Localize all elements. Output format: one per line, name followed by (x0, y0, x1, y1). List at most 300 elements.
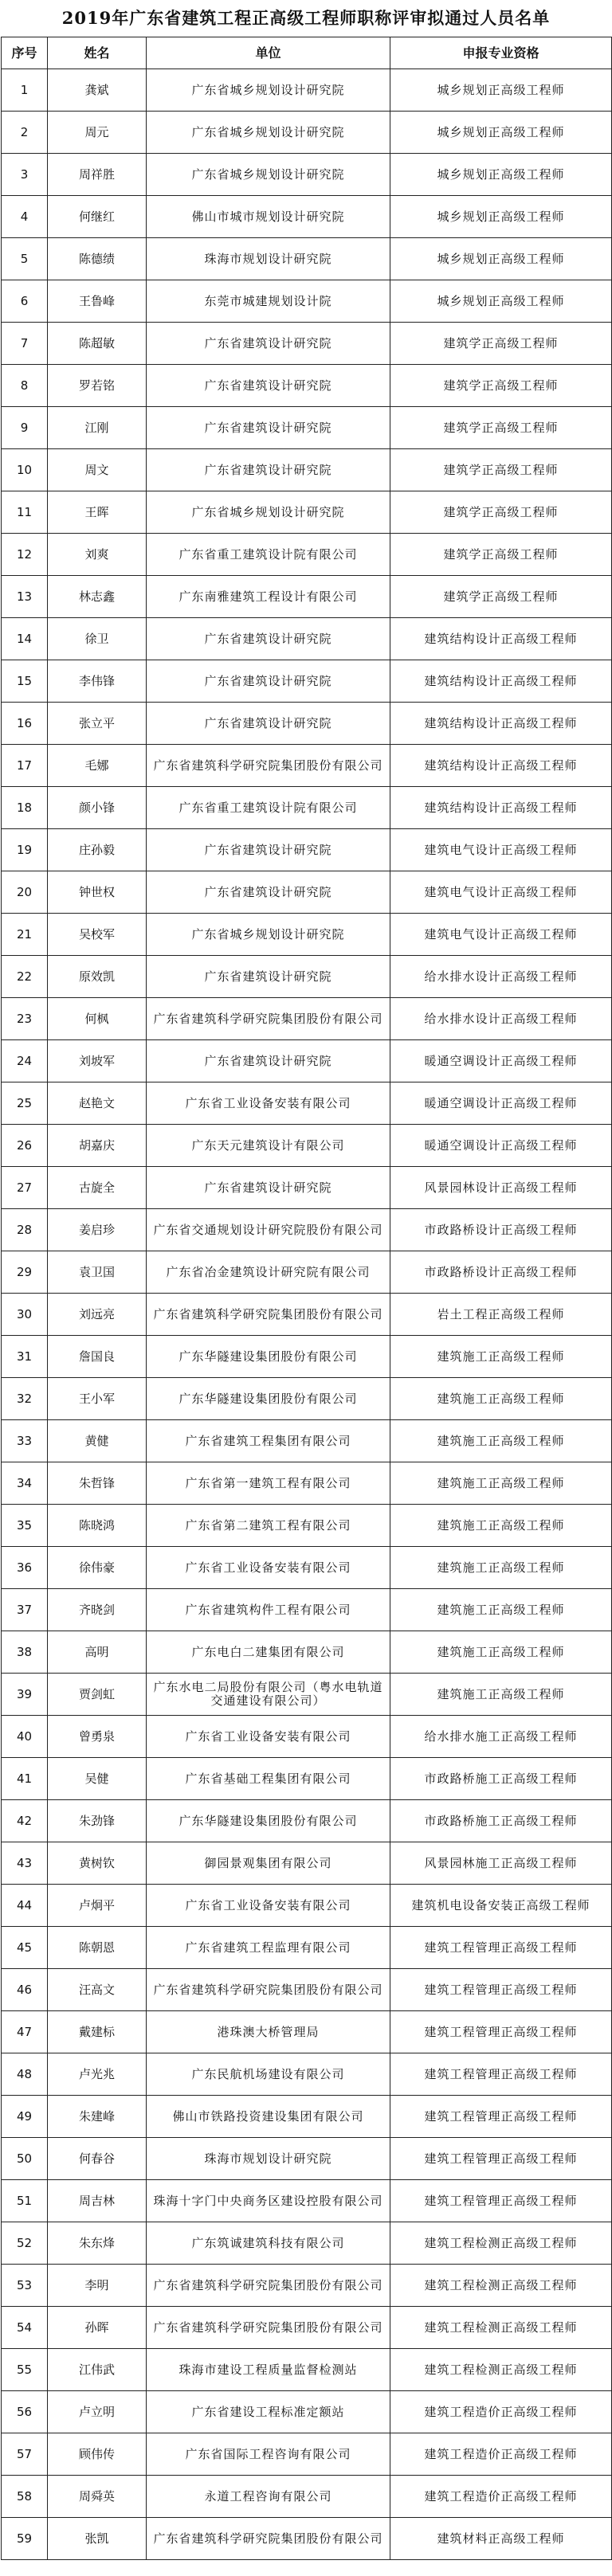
cell-name: 何枫 (48, 998, 147, 1040)
cell-unit: 广东省建筑构件工程有限公司 (147, 1589, 390, 1631)
cell-seq: 33 (2, 1420, 48, 1462)
cell-seq: 40 (2, 1716, 48, 1758)
cell-name: 王小军 (48, 1378, 147, 1420)
table-row (2, 2307, 612, 2349)
cell-qualification: 建筑学正高级工程师 (390, 576, 612, 618)
cell-name: 何继红 (48, 196, 147, 238)
cell-qualification: 建筑施工正高级工程师 (390, 1378, 612, 1420)
cell-name: 罗若铭 (48, 365, 147, 407)
cell-seq: 43 (2, 1842, 48, 1885)
cell-name: 周元 (48, 112, 147, 154)
table-row (2, 703, 612, 745)
cell-unit: 广东省建筑设计研究院 (147, 365, 390, 407)
cell-name: 戴建标 (48, 2011, 147, 2053)
table-row (2, 1167, 612, 1209)
cell-name: 周舜英 (48, 2476, 147, 2518)
cell-unit: 广东省城乡规划设计研究院 (147, 914, 390, 956)
table-row (2, 871, 612, 914)
cell-seq: 48 (2, 2053, 48, 2096)
table-row (2, 2265, 612, 2307)
cell-seq: 46 (2, 1969, 48, 2011)
table-row (2, 2053, 612, 2096)
cell-unit: 珠海市规划设计研究院 (147, 238, 390, 280)
cell-unit: 广东省重工建筑设计院有限公司 (147, 534, 390, 576)
cell-unit: 广东省建筑设计研究院 (147, 323, 390, 365)
cell-seq: 7 (2, 323, 48, 365)
cell-seq: 21 (2, 914, 48, 956)
cell-seq: 29 (2, 1251, 48, 1294)
table-row (2, 280, 612, 323)
cell-qualification: 建筑施工正高级工程师 (390, 1336, 612, 1378)
cell-unit: 广东省建筑工程监理有限公司 (147, 1927, 390, 1969)
cell-qualification: 建筑工程管理正高级工程师 (390, 2180, 612, 2222)
cell-seq: 12 (2, 534, 48, 576)
cell-unit: 广东省建筑设计研究院 (147, 829, 390, 871)
cell-qualification: 建筑材料正高级工程师 (390, 2518, 612, 2560)
cell-unit: 广东省建筑科学研究院集团股份有限公司 (147, 998, 390, 1040)
cell-qualification: 建筑学正高级工程师 (390, 534, 612, 576)
page-title: 2019年广东省建筑工程正高级工程师职称评审拟通过人员名单 (61, 8, 551, 28)
cell-unit: 广东省建筑设计研究院 (147, 407, 390, 449)
table-row (2, 196, 612, 238)
cell-qualification: 城乡规划正高级工程师 (390, 112, 612, 154)
cell-unit: 广东省建筑设计研究院 (147, 660, 390, 703)
table-row (2, 1716, 612, 1758)
cell-name: 钟世权 (48, 871, 147, 914)
table-row (2, 1251, 612, 1294)
cell-unit: 广东省建筑科学研究院集团股份有限公司 (147, 1294, 390, 1336)
cell-seq: 26 (2, 1125, 48, 1167)
cell-seq: 5 (2, 238, 48, 280)
cell-seq: 1 (2, 69, 48, 112)
cell-qualification: 建筑工程管理正高级工程师 (390, 2138, 612, 2180)
cell-unit: 广东电白二建集团有限公司 (147, 1631, 390, 1674)
cell-qualification: 建筑学正高级工程师 (390, 449, 612, 491)
cell-qualification: 建筑施工正高级工程师 (390, 1420, 612, 1462)
cell-name: 王晖 (48, 491, 147, 534)
cell-name: 刘爽 (48, 534, 147, 576)
cell-name: 毛娜 (48, 745, 147, 787)
table-row (2, 154, 612, 196)
cell-name: 胡嘉庆 (48, 1125, 147, 1167)
cell-name: 詹国良 (48, 1336, 147, 1378)
cell-qualification: 暖通空调设计正高级工程师 (390, 1125, 612, 1167)
table-row (2, 1294, 612, 1336)
cell-unit: 广东省工业设备安装有限公司 (147, 1885, 390, 1927)
cell-name: 顾伟传 (48, 2433, 147, 2476)
cell-name: 江伟武 (48, 2349, 147, 2391)
cell-seq: 4 (2, 196, 48, 238)
cell-seq: 25 (2, 1082, 48, 1125)
cell-unit: 广东省建筑设计研究院 (147, 871, 390, 914)
cell-unit: 广东省工业设备安装有限公司 (147, 1547, 390, 1589)
cell-seq: 34 (2, 1462, 48, 1505)
table-row (2, 829, 612, 871)
cell-unit: 广东省第一建筑工程有限公司 (147, 1462, 390, 1505)
cell-seq: 53 (2, 2265, 48, 2307)
table-row (2, 1505, 612, 1547)
cell-qualification: 市政路桥施工正高级工程师 (390, 1800, 612, 1842)
cell-qualification: 市政路桥施工正高级工程师 (390, 1758, 612, 1800)
table-row (2, 2138, 612, 2180)
table-row (2, 1462, 612, 1505)
table-row (2, 576, 612, 618)
cell-unit: 御园景观集团有限公司 (147, 1842, 390, 1885)
cell-qualification: 城乡规划正高级工程师 (390, 280, 612, 323)
cell-seq: 23 (2, 998, 48, 1040)
cell-unit: 广东省建筑工程集团有限公司 (147, 1420, 390, 1462)
cell-seq: 58 (2, 2476, 48, 2518)
cell-unit: 广东省城乡规划设计研究院 (147, 112, 390, 154)
cell-qualification: 建筑结构设计正高级工程师 (390, 787, 612, 829)
table-row (2, 1378, 612, 1420)
cell-seq: 27 (2, 1167, 48, 1209)
table-row (2, 660, 612, 703)
cell-qualification: 风景园林施工正高级工程师 (390, 1842, 612, 1885)
cell-seq: 20 (2, 871, 48, 914)
cell-name: 徐卫 (48, 618, 147, 660)
table-row (2, 1547, 612, 1589)
cell-name: 陈晓鸿 (48, 1505, 147, 1547)
cell-name: 汪高文 (48, 1969, 147, 2011)
table-row (2, 1420, 612, 1462)
cell-qualification: 建筑工程管理正高级工程师 (390, 2096, 612, 2138)
table-row (2, 1758, 612, 1800)
table-row (2, 1040, 612, 1082)
cell-name: 张立平 (48, 703, 147, 745)
table-row (2, 2349, 612, 2391)
cell-name: 江刚 (48, 407, 147, 449)
cell-unit: 广东省建筑设计研究院 (147, 449, 390, 491)
cell-qualification: 建筑学正高级工程师 (390, 491, 612, 534)
cell-seq: 31 (2, 1336, 48, 1378)
cell-name: 齐晓剑 (48, 1589, 147, 1631)
cell-qualification: 建筑施工正高级工程师 (390, 1631, 612, 1674)
cell-qualification: 暖通空调设计正高级工程师 (390, 1040, 612, 1082)
cell-qualification: 建筑工程管理正高级工程师 (390, 1969, 612, 2011)
cell-seq: 28 (2, 1209, 48, 1251)
table-row (2, 1969, 612, 2011)
cell-name: 卢炯平 (48, 1885, 147, 1927)
table-row (2, 1674, 612, 1716)
table-row (2, 323, 612, 365)
cell-seq: 6 (2, 280, 48, 323)
cell-name: 孙晖 (48, 2307, 147, 2349)
header-qualification: 申报专业资格 (390, 37, 612, 69)
cell-seq: 9 (2, 407, 48, 449)
table-row (2, 2180, 612, 2222)
cell-seq: 16 (2, 703, 48, 745)
cell-seq: 52 (2, 2222, 48, 2265)
cell-seq: 13 (2, 576, 48, 618)
cell-unit: 珠海市建设工程质量监督检测站 (147, 2349, 390, 2391)
cell-unit: 东莞市城建规划设计院 (147, 280, 390, 323)
table-row (2, 69, 612, 112)
table-row (2, 2222, 612, 2265)
cell-qualification: 建筑工程检测正高级工程师 (390, 2307, 612, 2349)
table-row (2, 365, 612, 407)
cell-seq: 11 (2, 491, 48, 534)
cell-qualification: 市政路桥设计正高级工程师 (390, 1209, 612, 1251)
cell-unit: 珠海十字门中央商务区建设控股有限公司 (147, 2180, 390, 2222)
cell-name: 高明 (48, 1631, 147, 1674)
table-row (2, 998, 612, 1040)
cell-unit: 广东南雅建筑工程设计有限公司 (147, 576, 390, 618)
table-row (2, 2476, 612, 2518)
cell-name: 朱建峰 (48, 2096, 147, 2138)
table-row (2, 956, 612, 998)
table-row (2, 112, 612, 154)
cell-qualification: 建筑工程管理正高级工程师 (390, 1927, 612, 1969)
cell-unit: 广东省建筑设计研究院 (147, 703, 390, 745)
table-row (2, 618, 612, 660)
table-row (2, 2518, 612, 2560)
cell-seq: 2 (2, 112, 48, 154)
table-row (2, 449, 612, 491)
cell-qualification: 建筑电气设计正高级工程师 (390, 871, 612, 914)
cell-unit: 广东省工业设备安装有限公司 (147, 1716, 390, 1758)
cell-seq: 59 (2, 2518, 48, 2560)
cell-qualification: 建筑工程检测正高级工程师 (390, 2222, 612, 2265)
cell-name: 周吉林 (48, 2180, 147, 2222)
cell-qualification: 给水排水施工正高级工程师 (390, 1716, 612, 1758)
cell-seq: 35 (2, 1505, 48, 1547)
cell-unit: 广东省建筑设计研究院 (147, 618, 390, 660)
cell-name: 黄健 (48, 1420, 147, 1462)
table-row (2, 1082, 612, 1125)
cell-unit: 广东省城乡规划设计研究院 (147, 69, 390, 112)
cell-qualification: 城乡规划正高级工程师 (390, 154, 612, 196)
cell-seq: 30 (2, 1294, 48, 1336)
cell-seq: 8 (2, 365, 48, 407)
cell-qualification: 城乡规划正高级工程师 (390, 69, 612, 112)
cell-unit: 珠海市规划设计研究院 (147, 2138, 390, 2180)
cell-qualification: 建筑工程检测正高级工程师 (390, 2265, 612, 2307)
cell-qualification: 建筑结构设计正高级工程师 (390, 745, 612, 787)
cell-unit: 永道工程咨询有限公司 (147, 2476, 390, 2518)
cell-unit: 港珠澳大桥管理局 (147, 2011, 390, 2053)
cell-qualification: 建筑工程造价正高级工程师 (390, 2433, 612, 2476)
header-row (2, 37, 612, 69)
cell-qualification: 建筑结构设计正高级工程师 (390, 618, 612, 660)
cell-seq: 41 (2, 1758, 48, 1800)
cell-seq: 57 (2, 2433, 48, 2476)
table-row (2, 2011, 612, 2053)
cell-name: 刘远亮 (48, 1294, 147, 1336)
cell-unit: 广东省冶金建筑设计研究院有限公司 (147, 1251, 390, 1294)
cell-seq: 42 (2, 1800, 48, 1842)
cell-unit: 广东水电二局股份有限公司（粤水电轨道交通建设有限公司） (147, 1674, 390, 1716)
cell-qualification: 风景园林设计正高级工程师 (390, 1167, 612, 1209)
cell-unit: 广东省城乡规划设计研究院 (147, 154, 390, 196)
cell-seq: 17 (2, 745, 48, 787)
cell-name: 贾剑虹 (48, 1674, 147, 1716)
cell-qualification: 建筑结构设计正高级工程师 (390, 660, 612, 703)
cell-seq: 44 (2, 1885, 48, 1927)
table-row (2, 407, 612, 449)
cell-name: 卢光兆 (48, 2053, 147, 2096)
cell-name: 颜小锋 (48, 787, 147, 829)
cell-unit: 广东省建设工程标准定额站 (147, 2391, 390, 2433)
cell-unit: 广东省基础工程集团有限公司 (147, 1758, 390, 1800)
table-row (2, 2391, 612, 2433)
cell-seq: 18 (2, 787, 48, 829)
cell-seq: 39 (2, 1674, 48, 1716)
cell-name: 陈超敏 (48, 323, 147, 365)
cell-qualification: 市政路桥设计正高级工程师 (390, 1251, 612, 1294)
cell-unit: 广东省建筑科学研究院集团股份有限公司 (147, 2518, 390, 2560)
cell-qualification: 暖通空调设计正高级工程师 (390, 1082, 612, 1125)
table-row (2, 1842, 612, 1885)
cell-name: 张凯 (48, 2518, 147, 2560)
cell-unit: 广东民航机场建设有限公司 (147, 2053, 390, 2096)
table-row (2, 534, 612, 576)
cell-qualification: 建筑学正高级工程师 (390, 323, 612, 365)
cell-qualification: 岩土工程正高级工程师 (390, 1294, 612, 1336)
table-row (2, 1800, 612, 1842)
cell-seq: 38 (2, 1631, 48, 1674)
cell-unit: 广东筑诚建筑科技有限公司 (147, 2222, 390, 2265)
cell-name: 姜启珍 (48, 1209, 147, 1251)
cell-seq: 24 (2, 1040, 48, 1082)
cell-name: 庄孙毅 (48, 829, 147, 871)
table-body (2, 69, 612, 2560)
cell-name: 朱劲锋 (48, 1800, 147, 1842)
cell-name: 林志鑫 (48, 576, 147, 618)
cell-unit: 广东华隧建设集团股份有限公司 (147, 1800, 390, 1842)
cell-name: 吴校军 (48, 914, 147, 956)
cell-seq: 36 (2, 1547, 48, 1589)
cell-unit: 广东省工业设备安装有限公司 (147, 1082, 390, 1125)
cell-qualification: 建筑学正高级工程师 (390, 365, 612, 407)
cell-unit: 广东省交通规划设计研究院股份有限公司 (147, 1209, 390, 1251)
cell-unit: 广东省建筑科学研究院集团股份有限公司 (147, 2307, 390, 2349)
cell-seq: 51 (2, 2180, 48, 2222)
cell-name: 王鲁峰 (48, 280, 147, 323)
cell-qualification: 建筑施工正高级工程师 (390, 1462, 612, 1505)
table-row (2, 787, 612, 829)
roster-table (1, 37, 612, 2560)
cell-name: 古旋全 (48, 1167, 147, 1209)
table-row (2, 238, 612, 280)
cell-unit: 广东省建筑设计研究院 (147, 956, 390, 998)
table-row (2, 1631, 612, 1674)
cell-qualification: 建筑工程管理正高级工程师 (390, 2011, 612, 2053)
cell-unit: 广东省建筑设计研究院 (147, 1040, 390, 1082)
table-row (2, 1589, 612, 1631)
cell-name: 曾勇泉 (48, 1716, 147, 1758)
cell-qualification: 建筑施工正高级工程师 (390, 1505, 612, 1547)
cell-qualification: 建筑机电设备安装正高级工程师 (390, 1885, 612, 1927)
cell-unit: 广东华隧建设集团股份有限公司 (147, 1336, 390, 1378)
cell-seq: 3 (2, 154, 48, 196)
cell-seq: 19 (2, 829, 48, 871)
cell-qualification: 建筑施工正高级工程师 (390, 1674, 612, 1716)
cell-name: 朱哲锋 (48, 1462, 147, 1505)
cell-seq: 22 (2, 956, 48, 998)
header-name: 姓名 (48, 37, 147, 69)
cell-unit: 广东省城乡规划设计研究院 (147, 491, 390, 534)
table-row (2, 914, 612, 956)
table-row (2, 2096, 612, 2138)
cell-seq: 14 (2, 618, 48, 660)
cell-seq: 50 (2, 2138, 48, 2180)
cell-unit: 广东省建筑设计研究院 (147, 1167, 390, 1209)
cell-qualification: 建筑工程管理正高级工程师 (390, 2053, 612, 2096)
cell-name: 何春谷 (48, 2138, 147, 2180)
cell-seq: 47 (2, 2011, 48, 2053)
cell-qualification: 建筑结构设计正高级工程师 (390, 703, 612, 745)
cell-name: 朱东烽 (48, 2222, 147, 2265)
cell-seq: 56 (2, 2391, 48, 2433)
cell-name: 赵艳文 (48, 1082, 147, 1125)
cell-name: 黄树钦 (48, 1842, 147, 1885)
cell-name: 周祥胜 (48, 154, 147, 196)
cell-qualification: 建筑工程检测正高级工程师 (390, 2349, 612, 2391)
table-row (2, 491, 612, 534)
cell-unit: 广东天元建筑设计有限公司 (147, 1125, 390, 1167)
cell-name: 周文 (48, 449, 147, 491)
cell-name: 李明 (48, 2265, 147, 2307)
table-row (2, 1336, 612, 1378)
cell-seq: 15 (2, 660, 48, 703)
table-row (2, 1885, 612, 1927)
cell-qualification: 建筑电气设计正高级工程师 (390, 829, 612, 871)
cell-unit: 广东省建筑科学研究院集团股份有限公司 (147, 1969, 390, 2011)
cell-qualification: 给水排水设计正高级工程师 (390, 998, 612, 1040)
cell-qualification: 城乡规划正高级工程师 (390, 196, 612, 238)
cell-name: 陈德绩 (48, 238, 147, 280)
cell-unit: 广东省重工建筑设计院有限公司 (147, 787, 390, 829)
cell-unit: 佛山市城市规划设计研究院 (147, 196, 390, 238)
cell-unit: 广东省国际工程咨询有限公司 (147, 2433, 390, 2476)
cell-unit: 广东省建筑科学研究院集团股份有限公司 (147, 745, 390, 787)
cell-seq: 45 (2, 1927, 48, 1969)
cell-unit: 佛山市铁路投资建设集团有限公司 (147, 2096, 390, 2138)
cell-name: 袁卫国 (48, 1251, 147, 1294)
table-row (2, 2433, 612, 2476)
cell-qualification: 城乡规划正高级工程师 (390, 238, 612, 280)
header-unit: 单位 (147, 37, 390, 69)
cell-qualification: 建筑电气设计正高级工程师 (390, 914, 612, 956)
cell-name: 吴健 (48, 1758, 147, 1800)
cell-seq: 54 (2, 2307, 48, 2349)
cell-unit: 广东省建筑科学研究院集团股份有限公司 (147, 2265, 390, 2307)
cell-seq: 32 (2, 1378, 48, 1420)
table-row (2, 1927, 612, 1969)
cell-name: 卢立明 (48, 2391, 147, 2433)
table-row (2, 1209, 612, 1251)
cell-name: 陈朝恩 (48, 1927, 147, 1969)
cell-qualification: 给水排水设计正高级工程师 (390, 956, 612, 998)
cell-qualification: 建筑学正高级工程师 (390, 407, 612, 449)
cell-name: 原效凯 (48, 956, 147, 998)
cell-name: 龚斌 (48, 69, 147, 112)
cell-seq: 10 (2, 449, 48, 491)
cell-qualification: 建筑施工正高级工程师 (390, 1547, 612, 1589)
cell-unit: 广东省第二建筑工程有限公司 (147, 1505, 390, 1547)
header-seq: 序号 (2, 37, 48, 69)
cell-name: 徐伟豪 (48, 1547, 147, 1589)
cell-qualification: 建筑工程造价正高级工程师 (390, 2391, 612, 2433)
cell-seq: 37 (2, 1589, 48, 1631)
table-row (2, 745, 612, 787)
cell-seq: 55 (2, 2349, 48, 2391)
cell-qualification: 建筑工程造价正高级工程师 (390, 2476, 612, 2518)
cell-name: 刘坡军 (48, 1040, 147, 1082)
cell-unit: 广东华隧建设集团股份有限公司 (147, 1378, 390, 1420)
cell-seq: 49 (2, 2096, 48, 2138)
